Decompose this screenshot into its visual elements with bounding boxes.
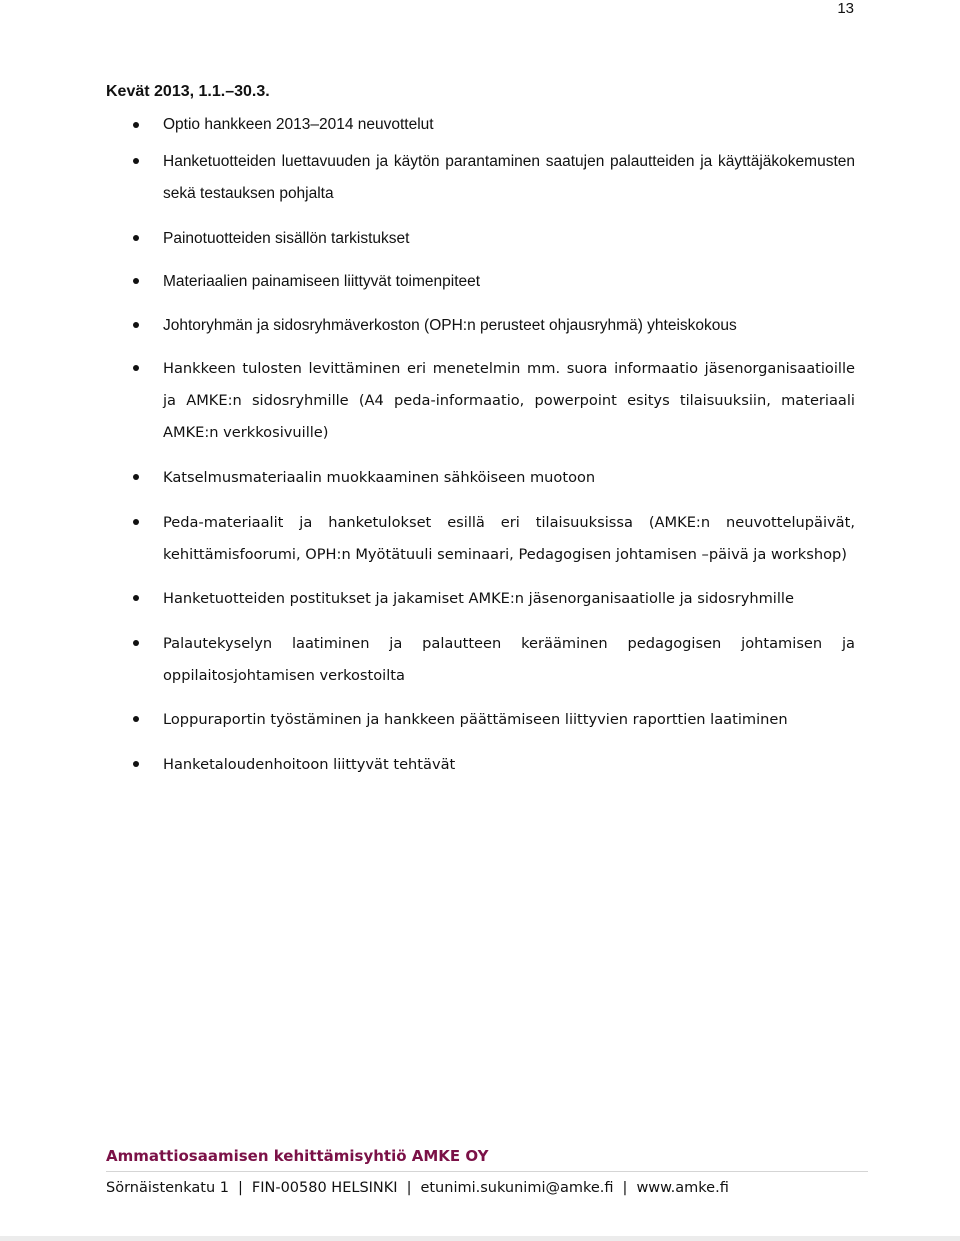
footer-website-link[interactable]: www.amke.fi — [636, 1180, 729, 1196]
list-item — [106, 583, 855, 615]
list-item-text: Hankkeen tulosten levittäminen eri menetelmin mm. suora informaatio jäsenorganisaatioille ja AMKE:n sidosryhmille (A4 peda-informaatio, powerpoint esitys tilaisuuksiin, materiaali AMKE:n verkkosivuille) — [163, 360, 855, 442]
page-number: 13 — [837, 0, 854, 17]
bullet-icon — [133, 640, 139, 646]
bullet-icon — [133, 595, 139, 601]
list-item-text: Optio hankkeen 2013–2014 neuvottelut — [163, 116, 434, 133]
list-item — [106, 462, 855, 494]
list-item-text: Johtoryhmän ja sidosryhmäverkoston (OPH:n perusteet ohjausryhmä) yhteiskokous — [163, 316, 737, 334]
list-item — [106, 704, 855, 736]
bullet-icon — [133, 278, 139, 284]
list-item — [106, 223, 855, 254]
bullet-icon — [133, 474, 139, 480]
list-item — [106, 628, 855, 692]
list-item — [106, 266, 855, 297]
list-item — [106, 146, 855, 210]
list-item — [106, 507, 855, 571]
footer-email-link[interactable]: etunimi.sukunimi@amke.fi — [420, 1180, 614, 1196]
list-item — [106, 310, 855, 341]
list-item-text: Hanketuotteiden luettavuuden ja käytön parantaminen saatujen palautteiden ja käyttäjäkokemusten sekä testauksen pohjalta — [163, 153, 855, 202]
list-item-text: Palautekyselyn laatiminen ja palautteen kerääminen pedagogisen johtamisen ja oppilaitosjohtamisen verkostoilta — [163, 634, 855, 684]
list-item — [106, 353, 855, 449]
bullet-icon — [133, 322, 139, 328]
bullet-icon — [133, 235, 139, 241]
bullet-icon — [133, 158, 139, 164]
footer-separator: | — [237, 1180, 243, 1196]
list-item-text: Materiaalien painamiseen liittyvät toimenpiteet — [163, 273, 481, 291]
list-item-text: Hanketaloudenhoitoon liittyvät tehtävät — [163, 755, 456, 773]
list-item-text: Peda-materiaalit ja hanketulokset esillä eri tilaisuuksissa (AMKE:n neuvottelupäivät, kehittämisfoorumi, OPH:n Myötätuuli seminaari, Pedagogisen johtamisen –päivä ja workshop) — [163, 513, 855, 563]
footer-divider — [106, 1171, 868, 1172]
list-item — [106, 114, 855, 136]
footer-separator: | — [406, 1180, 412, 1196]
section-heading: Kevät 2013, 1.1.–30.3. — [106, 83, 270, 100]
footer-separator: | — [622, 1180, 628, 1196]
bullet-icon — [133, 519, 139, 525]
bullet-icon — [133, 365, 139, 371]
bullet-icon — [133, 761, 139, 767]
task-bullet-list — [106, 114, 855, 794]
footer-contact-line — [106, 1179, 729, 1197]
footer-address: Sörnäistenkatu 1 — [106, 1180, 229, 1196]
list-item-text: Katselmusmateriaalin muokkaaminen sähköiseen muotoon — [163, 468, 596, 486]
bullet-icon — [133, 716, 139, 722]
list-item — [106, 749, 855, 781]
list-item-text: Hanketuotteiden postitukset ja jakamiset AMKE:n jäsenorganisaatiolle ja sidosryhmille — [163, 590, 794, 608]
list-item-text: Loppuraportin työstäminen ja hankkeen päättämiseen liittyvien raporttien laatiminen — [163, 711, 788, 729]
list-item-text: Painotuotteiden sisällön tarkistukset — [163, 229, 410, 247]
footer-company-name: Ammattiosaamisen kehittämisyhtiö AMKE OY — [106, 1147, 489, 1165]
footer-postal-code: FIN-00580 HELSINKI — [251, 1180, 398, 1196]
bullet-icon — [133, 122, 139, 128]
page-bottom-edge — [0, 1236, 960, 1241]
